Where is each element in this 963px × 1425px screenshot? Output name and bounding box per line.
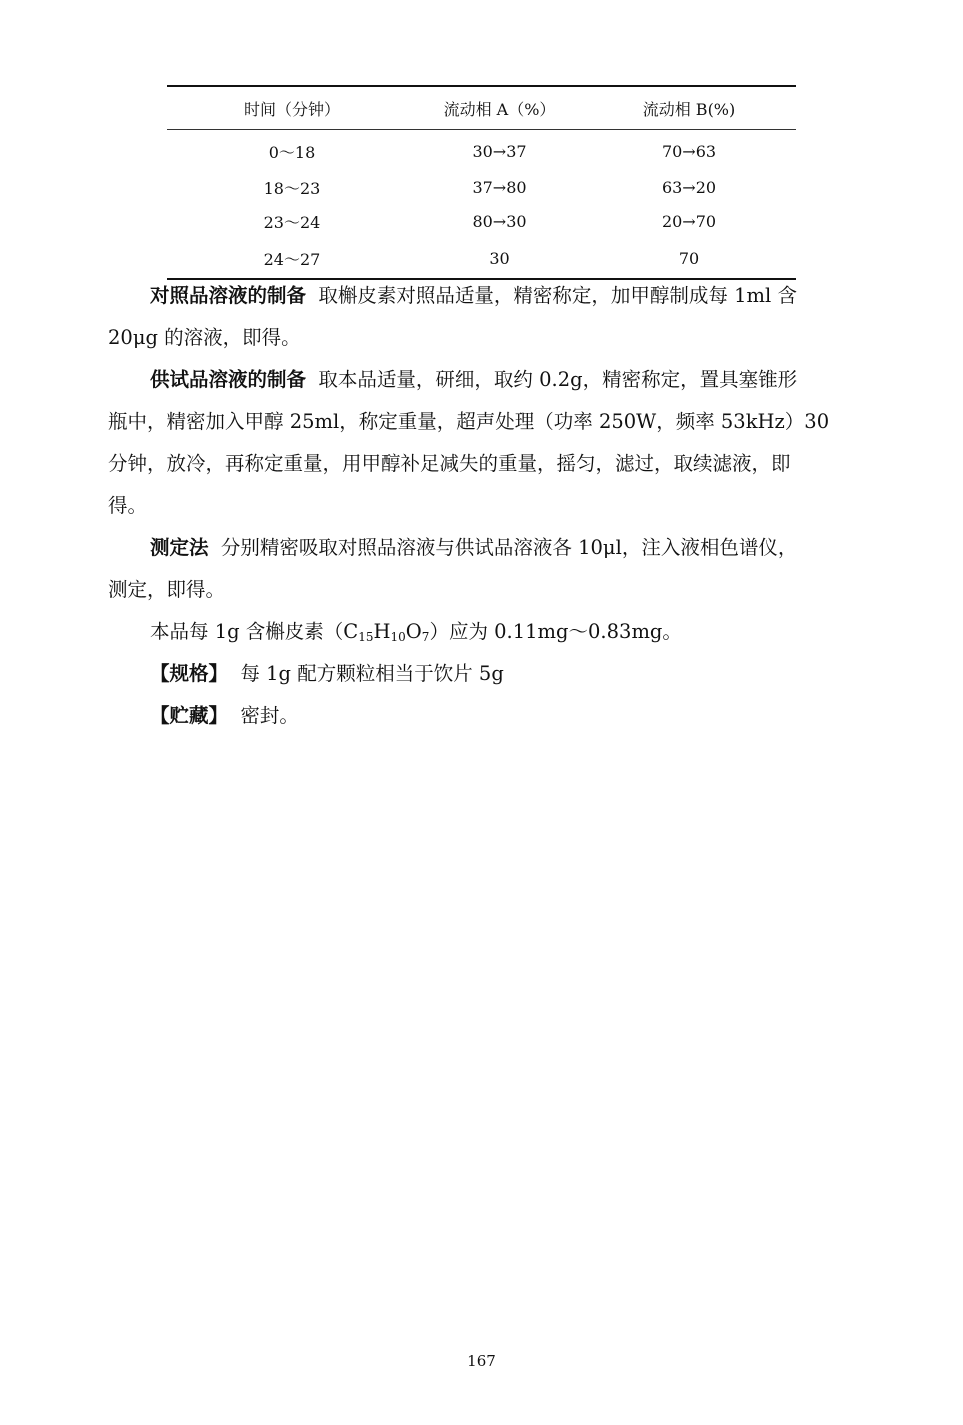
cell-time: 24～27 [263,249,321,269]
paragraph-line [108,359,858,401]
paragraph-line: 测定，即得。 [108,578,226,601]
cell-phase-a: 80→30 [472,211,527,231]
cell-time: 23～24 [263,212,321,232]
cell-phase-a: 30 [489,248,510,268]
cell-time: 0～18 [268,142,316,162]
table-header-row [167,87,796,130]
cell-time: 18～23 [263,178,321,198]
paragraph-line [108,527,858,569]
formula-element: H [373,620,391,643]
formula-element: O [405,620,422,643]
formula-subscript: 10 [390,630,406,644]
storage-paragraph [108,695,858,737]
header-mobile-phase-b: 流动相 B(%) [642,99,736,119]
assay-heading: 测定法 [150,536,209,559]
paragraph-text: 取本品适量，研细，取约 0.2g，精密称定，置具塞锥形 [318,368,798,391]
paragraph-line [108,611,858,653]
formula-subscript: 15 [358,630,374,644]
cell-phase-b: 20→70 [661,211,717,231]
header-mobile-phase-a: 流动相 A（%） [443,99,556,119]
header-time: 时间（分钟） [243,99,340,119]
page-number: 167 [467,1352,496,1370]
cell-phase-a: 37→80 [472,177,527,197]
paragraph-text: 取槲皮素对照品适量，精密称定，加甲醇制成每 1ml 含 [318,284,797,307]
content-limit-paragraph [108,611,858,653]
content-limit-text: ）应为 0.11mg～0.83mg。 [429,620,682,643]
formula-subscript: 7 [421,630,430,644]
cell-phase-b: 70→63 [661,141,717,161]
cell-phase-b: 63→20 [661,177,717,197]
table-row [167,238,796,278]
gradient-table [167,85,796,280]
specification-paragraph [108,653,858,695]
specification-heading: 【规格】 [150,662,229,685]
cell-phase-a: 30→37 [472,141,527,161]
paragraph-line: 瓶中，精密加入甲醇 25ml，称定重量，超声处理（功率 250W，频率 53kHz）30 [108,410,830,433]
assay-paragraph [108,527,858,611]
table-row [167,130,796,170]
table-row [167,204,796,238]
reference-solution-paragraph [108,275,858,359]
test-solution-paragraph [108,359,858,527]
table-row [167,170,796,204]
cell-phase-b: 70 [678,248,700,268]
test-solution-heading: 供试品溶液的制备 [150,368,307,391]
storage-heading: 【贮藏】 [150,704,229,727]
paragraph-line [108,695,858,737]
paragraph-text: 分别精密吸取对照品溶液与供试品溶液各 10μl，注入液相色谱仪， [220,536,798,559]
paragraph-line [108,275,858,317]
storage-text: 密封。 [240,704,299,727]
content-limit-text: 本品每 1g 含槲皮素（C [150,620,359,643]
specification-text: 每 1g 配方颗粒相当于饮片 5g [240,662,504,685]
paragraph-line [108,653,858,695]
reference-solution-heading: 对照品溶液的制备 [150,284,307,307]
paragraph-line: 分钟，放冷，再称定重量，用甲醇补足减失的重量，摇匀，滤过，取续滤液，即 [108,452,791,475]
paragraph-line: 得。 [108,494,148,517]
paragraph-line: 20μg 的溶液，即得。 [108,326,301,349]
